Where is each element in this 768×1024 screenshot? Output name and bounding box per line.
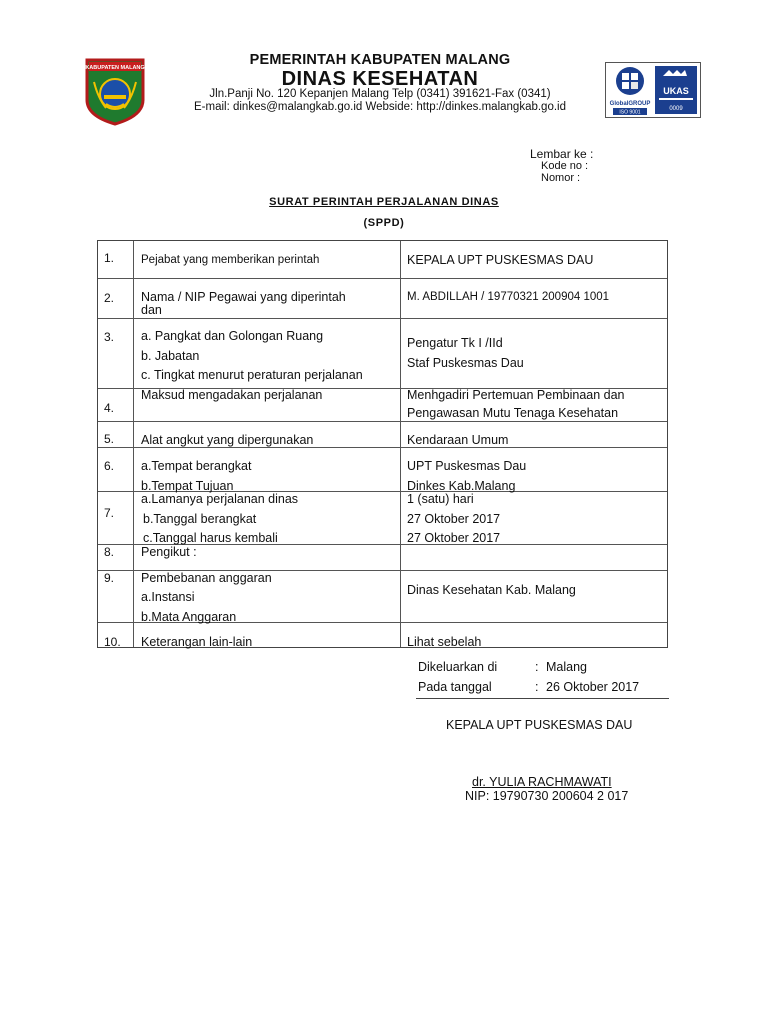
- issue-date-value: 26 Oktober 2017: [546, 680, 640, 694]
- header-email-website: E-mail: dinkes@malangkab.go.id Webside: http://dinkes.malangkab.go.id: [194, 101, 566, 113]
- row-4-value-line1: Menhgadiri Pertemuan Pembinaan dan: [407, 388, 625, 402]
- row-3-label-a: a. Pangkat dan Golongan Ruang: [141, 329, 324, 343]
- header-address: Jln.Panji No. 120 Kepanjen Malang Telp (0341) 391621-Fax (0341): [209, 88, 551, 100]
- row-6-value-a: UPT Puskesmas Dau: [407, 459, 527, 473]
- row-7-value-a: 1 (satu) hari: [407, 492, 474, 506]
- row-10-label: Keterangan lain-lain: [141, 635, 253, 649]
- meta-lembar: Lembar ke :: [530, 147, 594, 161]
- row-9-label: Pembebanan anggaran: [141, 571, 272, 585]
- row-2-number: 2.: [104, 291, 115, 305]
- kabupaten-malang-emblem: [84, 58, 146, 126]
- row-8-label: Pengikut :: [141, 545, 197, 559]
- signer-nip: NIP: 19790730 200604 2 017: [465, 789, 629, 803]
- row-2-label-line1: Nama / NIP Pegawai yang diperintah: [141, 290, 346, 304]
- footer-divider: [416, 698, 669, 699]
- issued-at-label: Dikeluarkan di: [418, 660, 498, 674]
- emblem-text: KABUPATEN MALANG: [85, 65, 145, 71]
- document-subtitle: (SPPD): [363, 217, 405, 229]
- row-3-value-b: Staf Puskesmas Dau: [407, 356, 524, 370]
- row-4-label: Maksud mengadakan perjalanan: [141, 388, 323, 402]
- row-2-value: M. ABDILLAH / 19770321 200904 1001: [407, 291, 610, 303]
- row-3-value-a: Pengatur Tk I /IId: [407, 336, 503, 350]
- row-4-number: 4.: [104, 401, 115, 415]
- document-title: SURAT PERINTAH PERJALANAN DINAS: [269, 196, 499, 208]
- row-6-label-b: b.Tempat Tujuan: [141, 479, 234, 493]
- issue-date-colon: :: [535, 680, 539, 694]
- row-7-number: 7.: [104, 506, 115, 520]
- row-7-label-c: c.Tanggal harus kembali: [143, 531, 278, 545]
- row-5-value: Kendaraan Umum: [407, 433, 509, 447]
- signer-title: KEPALA UPT PUSKESMAS DAU: [446, 718, 633, 732]
- row-7-value-b: 27 Oktober 2017: [407, 512, 501, 526]
- ukas-text: UKAS: [663, 86, 689, 96]
- row-9-number: 9.: [104, 571, 115, 585]
- header-government: PEMERINTAH KABUPATEN MALANG: [249, 52, 511, 68]
- row-7-label-a: a.Lamanya perjalanan dinas: [141, 492, 299, 506]
- iso-ukas-certification-logo: [605, 62, 701, 118]
- row-7-value-c: 27 Oktober 2017: [407, 531, 501, 545]
- row-6-label-a: a.Tempat berangkat: [141, 459, 252, 473]
- row-6-number: 6.: [104, 459, 115, 473]
- row-3-label-b: b. Jabatan: [141, 349, 200, 363]
- iso-text: ISO 9001: [619, 109, 641, 116]
- signer-name: dr. YULIA RACHMAWATI: [472, 775, 612, 789]
- issue-date-label: Pada tanggal: [418, 680, 492, 694]
- row-5-number: 5.: [104, 432, 115, 446]
- row-10-number: 10.: [104, 635, 121, 649]
- row-10-value: Lihat sebelah: [407, 635, 482, 649]
- row-8-number: 8.: [104, 545, 115, 559]
- row-1-value: KEPALA UPT PUSKESMAS DAU: [407, 253, 594, 267]
- row-3-label-c: c. Tingkat menurut peraturan perjalanan: [141, 368, 363, 382]
- row-1-number: 1.: [104, 251, 115, 265]
- meta-nomor: Nomor :: [541, 172, 581, 184]
- row-9-label-b: b.Mata Anggaran: [141, 610, 237, 624]
- issued-at-colon: :: [535, 660, 539, 674]
- row-7-label-b: b.Tanggal berangkat: [143, 512, 257, 526]
- issued-at-value: Malang: [546, 660, 587, 674]
- row-2-label-line2: dan: [141, 303, 162, 317]
- row-9-value: Dinas Kesehatan Kab. Malang: [407, 583, 576, 597]
- header-department: DINAS KESEHATAN: [281, 68, 479, 90]
- row-3-number: 3.: [104, 330, 115, 344]
- row-9-label-a: a.Instansi: [141, 590, 195, 604]
- row-6-value-b: Dinkes Kab.Malang: [407, 479, 516, 493]
- row-4-value-line2: Pengawasan Mutu Tenaga Kesehatan: [407, 406, 619, 420]
- row-5-label: Alat angkut yang dipergunakan: [141, 433, 314, 447]
- global-group-text: GlobalGROUP: [609, 101, 651, 107]
- ukas-number-text: 0009: [669, 106, 683, 112]
- row-1-label: Pejabat yang memberikan perintah: [141, 254, 320, 266]
- meta-kode: Kode no :: [541, 160, 589, 172]
- sppd-table: [97, 240, 668, 648]
